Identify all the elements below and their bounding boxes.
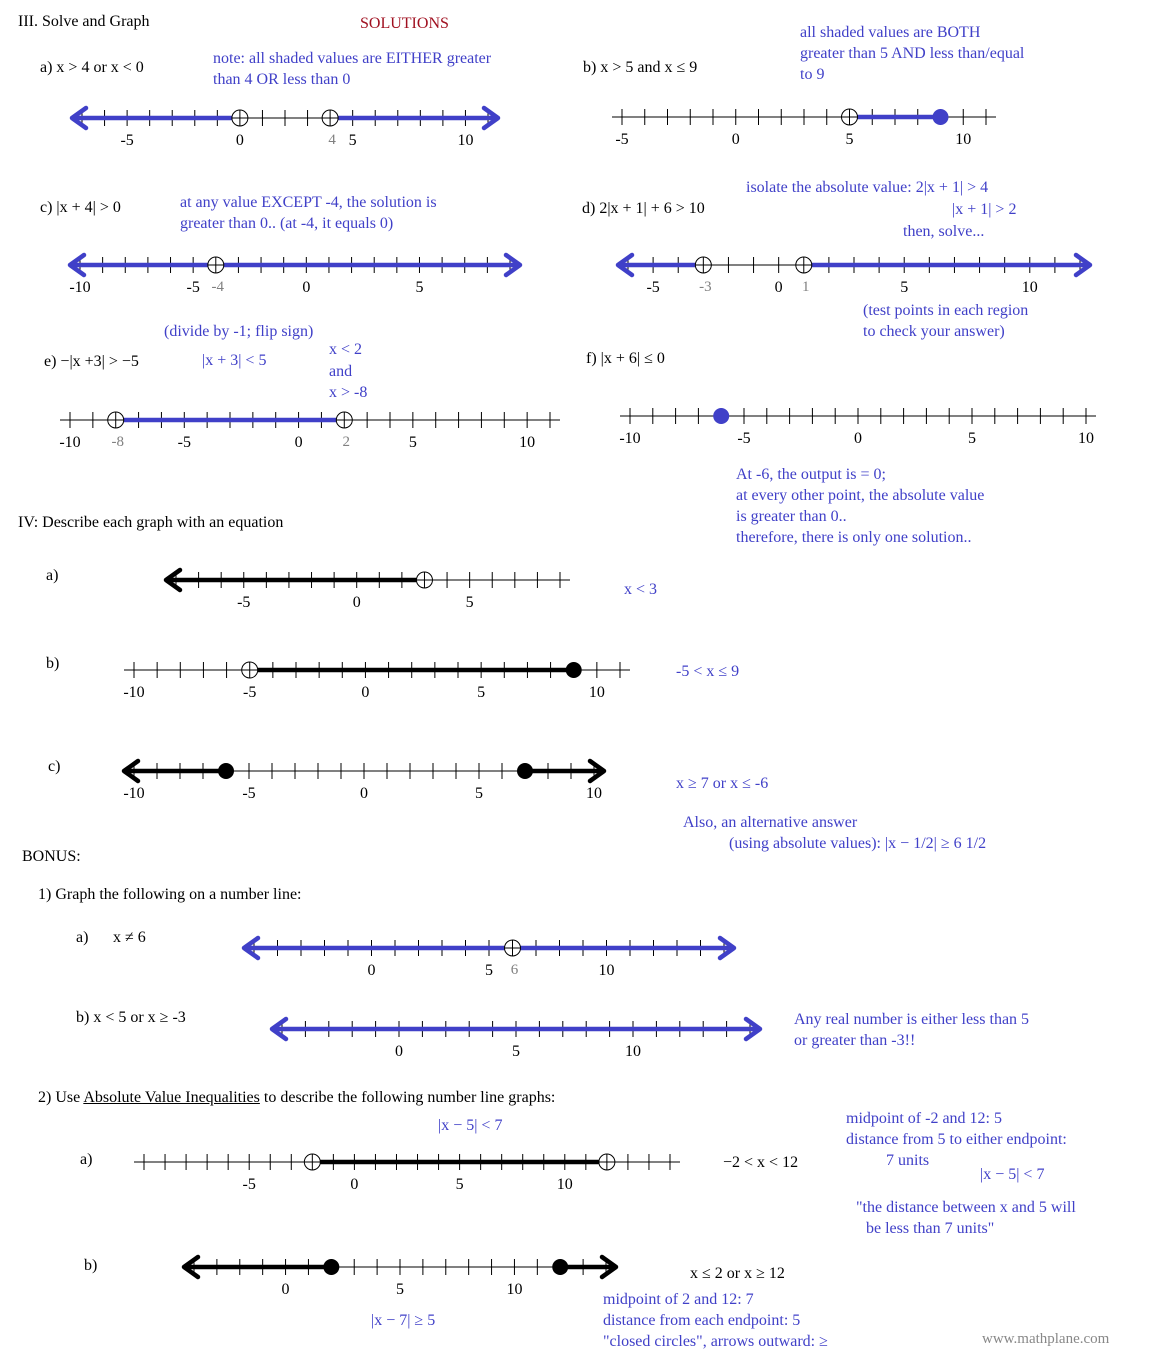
section-3-heading: III. Solve and Graph — [18, 13, 150, 30]
problem-4c-answer: x ≥ 7 or x ≤ -6 — [676, 775, 769, 792]
problem-3b-label: b) x > 5 and x ≤ 9 — [583, 59, 698, 76]
site-url: www.mathplane.com — [982, 1331, 1110, 1347]
tick-label: -10 — [59, 434, 81, 451]
tick-label: 0 — [350, 1176, 359, 1193]
problem-3d-note-1: isolate the absolute value: 2|x + 1| > 4 — [746, 179, 989, 196]
tick-label: 10 — [955, 131, 972, 148]
closed-circle — [517, 763, 533, 779]
left-arrow — [618, 255, 632, 275]
open-circle — [796, 257, 812, 273]
problem-4c-label: c) — [48, 758, 61, 775]
problem-3e-note-4: and — [329, 363, 353, 380]
bonus-q1a-expr: x ≠ 6 — [113, 929, 146, 946]
tick-label: 0 — [731, 131, 740, 148]
open-circle — [416, 572, 432, 588]
bonus-q2b-inequality: x ≤ 2 or x ≥ 12 — [690, 1265, 785, 1282]
right-arrow — [484, 108, 498, 128]
tick-label: 10 — [519, 434, 536, 451]
problem-3e-note-2: |x + 3| < 5 — [202, 352, 267, 369]
bonus-q2b-note-1: midpoint of 2 and 12: 7 — [603, 1291, 754, 1308]
tick-label: 5 — [465, 594, 474, 611]
left-arrow — [184, 1257, 198, 1277]
solutions-title: SOLUTIONS — [360, 15, 449, 32]
tick-label: 10 — [625, 1043, 641, 1060]
bonus-q1b-label: b) x < 5 or x ≥ -3 — [76, 1009, 186, 1026]
bonus-q1b-note-1: Any real number is either less than 5 — [794, 1011, 1030, 1028]
right-arrow — [506, 255, 520, 275]
bonus-q2a-note-6: be less than 7 units" — [866, 1220, 995, 1237]
problem-3d-note-2: |x + 1| > 2 — [952, 201, 1017, 218]
tick-label: 0 — [281, 1281, 290, 1298]
tick-label: 5 — [485, 962, 493, 979]
tick-label: 0 — [361, 684, 370, 701]
tick-label: 5 — [455, 1176, 464, 1193]
tick-label: 0 — [395, 1043, 403, 1060]
point-label: -4 — [211, 279, 225, 295]
problem-3d-label: d) 2|x + 1| + 6 > 10 — [582, 200, 705, 217]
bonus-q2a-note-1: midpoint of -2 and 12: 5 — [846, 1110, 1002, 1127]
right-arrow — [720, 938, 734, 958]
bonus-q2a-note-2: distance from 5 to either endpoint: — [846, 1131, 1067, 1148]
problem-4b-label: b) — [46, 655, 60, 672]
closed-circle — [552, 1259, 568, 1275]
tick-label: -5 — [242, 785, 256, 802]
point-label: -3 — [699, 279, 712, 295]
closed-circle — [933, 109, 949, 125]
tick-label: 0 — [367, 962, 376, 979]
tick-label: 0 — [294, 434, 303, 451]
bonus-q1b-note-2: or greater than -3!! — [794, 1032, 916, 1049]
problem-3c-note-1: at any value EXCEPT -4, the solution is — [180, 194, 437, 211]
bonus-q2a-label: a) — [80, 1151, 93, 1168]
problem-4a-answer: x < 3 — [624, 581, 658, 598]
tick-label: 5 — [415, 279, 424, 296]
problem-3a-note-1: note: all shaded values are EITHER greater — [213, 50, 492, 67]
tick-label: 5 — [900, 279, 909, 296]
problem-3d-note-4: (test points in each region — [863, 302, 1029, 319]
tick-label: -5 — [242, 1176, 256, 1193]
problem-3e-label: e) −|x +3| > −5 — [44, 353, 139, 370]
problem-3b-note-3: to 9 — [800, 66, 825, 83]
tick-label: -5 — [615, 131, 629, 148]
problem-3d-note-5: to check your answer) — [863, 323, 1005, 340]
tick-label: 5 — [408, 434, 417, 451]
problem-4c-alt-2: (using absolute values): |x − 1/2| ≥ 6 1/2 — [729, 835, 987, 852]
problem-3a-note-2: than 4 OR less than 0 — [213, 71, 351, 88]
bonus-q2b-label: b) — [84, 1257, 98, 1274]
problem-3e-note-1: (divide by -1; flip sign) — [164, 323, 314, 340]
problem-3c-label: c) |x + 4| > 0 — [40, 199, 121, 216]
tick-label: 5 — [477, 684, 486, 701]
tick-label: 5 — [475, 785, 483, 802]
right-arrow — [746, 1019, 760, 1039]
open-circle — [304, 1154, 320, 1170]
tick-label: -10 — [69, 279, 91, 296]
bonus-q2b-note-2: distance from each endpoint: 5 — [603, 1312, 801, 1329]
left-arrow — [72, 108, 86, 128]
tick-label: 10 — [586, 785, 602, 802]
left-arrow — [124, 761, 138, 781]
problem-3b-note-1: all shaded values are BOTH — [800, 24, 981, 41]
tick-label: 10 — [1078, 430, 1094, 447]
problem-3e-note-3: x < 2 — [329, 341, 363, 358]
open-circle — [599, 1154, 615, 1170]
tick-label: 5 — [348, 132, 357, 149]
open-circle — [695, 257, 711, 273]
problem-3f-note-3: is greater than 0.. — [736, 508, 847, 525]
tick-label: 10 — [457, 132, 474, 149]
closed-circle — [323, 1259, 339, 1275]
closed-circle — [566, 662, 582, 678]
bonus-q1-prompt: 1) Graph the following on a number line: — [38, 886, 302, 903]
open-circle — [208, 257, 224, 273]
problem-3f-note-2: at every other point, the absolute value — [736, 487, 985, 504]
problem-3c-note-2: greater than 0.. (at -4, it equals 0) — [180, 215, 394, 232]
tick-label: 10 — [588, 684, 605, 701]
problem-3f-label: f) |x + 6| ≤ 0 — [586, 350, 665, 367]
tick-label: -5 — [243, 684, 257, 701]
right-arrow — [602, 1257, 616, 1277]
open-circle — [232, 110, 248, 126]
right-arrow — [1076, 255, 1090, 275]
tick-label: 0 — [854, 430, 862, 447]
bonus-q2b-abs-answer: |x − 7| ≥ 5 — [371, 1312, 436, 1329]
bonus-q2a-inequality: −2 < x < 12 — [723, 1154, 799, 1171]
tick-label: 5 — [396, 1281, 404, 1298]
problem-3f-note-4: therefore, there is only one solution.. — [736, 529, 972, 546]
point-label: -8 — [111, 434, 124, 450]
bonus-q1a-label: a) — [76, 929, 89, 946]
left-arrow — [166, 570, 180, 590]
problem-4a-label: a) — [46, 567, 59, 584]
point-label: 1 — [802, 279, 810, 295]
left-arrow — [244, 938, 258, 958]
bonus-q2b-note-3: "closed circles", arrows outward: ≥ — [603, 1333, 828, 1350]
tick-label: 10 — [1021, 279, 1038, 296]
tick-label: 0 — [302, 279, 311, 296]
right-arrow — [590, 761, 604, 781]
tick-label: -5 — [737, 430, 751, 447]
tick-label: -5 — [177, 434, 191, 451]
problem-3d-note-3: then, solve... — [903, 223, 985, 240]
problem-3f-note-1: At -6, the output is = 0; — [736, 466, 886, 483]
tick-label: 0 — [235, 132, 244, 149]
tick-label: 0 — [774, 279, 783, 296]
left-arrow — [272, 1019, 286, 1039]
tick-label: -10 — [123, 785, 145, 802]
bonus-q2a-note-4: |x − 5| < 7 — [980, 1166, 1045, 1183]
left-arrow — [70, 255, 84, 275]
bonus-heading: BONUS: — [22, 848, 81, 865]
closed-circle — [218, 763, 234, 779]
tick-label: 0 — [360, 785, 368, 802]
problem-4c-alt-1: Also, an alternative answer — [683, 814, 858, 831]
open-circle — [842, 109, 858, 125]
tick-label: 5 — [512, 1043, 520, 1060]
tick-label: -5 — [237, 594, 251, 611]
tick-label: 5 — [845, 131, 854, 148]
point-label: 2 — [342, 434, 351, 450]
point-label: 6 — [510, 962, 519, 978]
section-4-heading: IV: Describe each graph with an equation — [18, 514, 284, 531]
tick-label: 0 — [352, 594, 361, 611]
open-circle — [505, 940, 521, 956]
open-circle — [336, 412, 352, 428]
tick-label: -5 — [120, 132, 134, 149]
problem-3b-note-2: greater than 5 AND less than/equal — [800, 45, 1025, 62]
tick-label: -5 — [186, 279, 200, 296]
tick-label: 10 — [556, 1176, 573, 1193]
closed-circle — [713, 408, 729, 424]
open-circle — [242, 662, 258, 678]
tick-label: 5 — [968, 430, 976, 447]
bonus-q2a-note-3: 7 units — [886, 1152, 930, 1169]
bonus-q2a-note-5: "the distance between x and 5 will — [856, 1199, 1076, 1216]
open-circle — [322, 110, 338, 126]
tick-label: -10 — [123, 684, 145, 701]
problem-3e-note-5: x > -8 — [329, 384, 368, 401]
tick-label: 10 — [506, 1281, 523, 1298]
tick-label: -10 — [619, 430, 641, 447]
open-circle — [108, 412, 124, 428]
tick-label: 10 — [598, 962, 615, 979]
bonus-q2-prompt: 2) Use Absolute Value Inequalities to describe the following number line graphs: — [38, 1089, 556, 1106]
point-label: 4 — [328, 132, 336, 148]
problem-4b-answer: -5 < x ≤ 9 — [676, 663, 740, 680]
problem-3a-label: a) x > 4 or x < 0 — [40, 59, 144, 76]
bonus-q2a-top-answer: |x − 5| < 7 — [438, 1117, 503, 1134]
tick-label: -5 — [646, 279, 660, 296]
